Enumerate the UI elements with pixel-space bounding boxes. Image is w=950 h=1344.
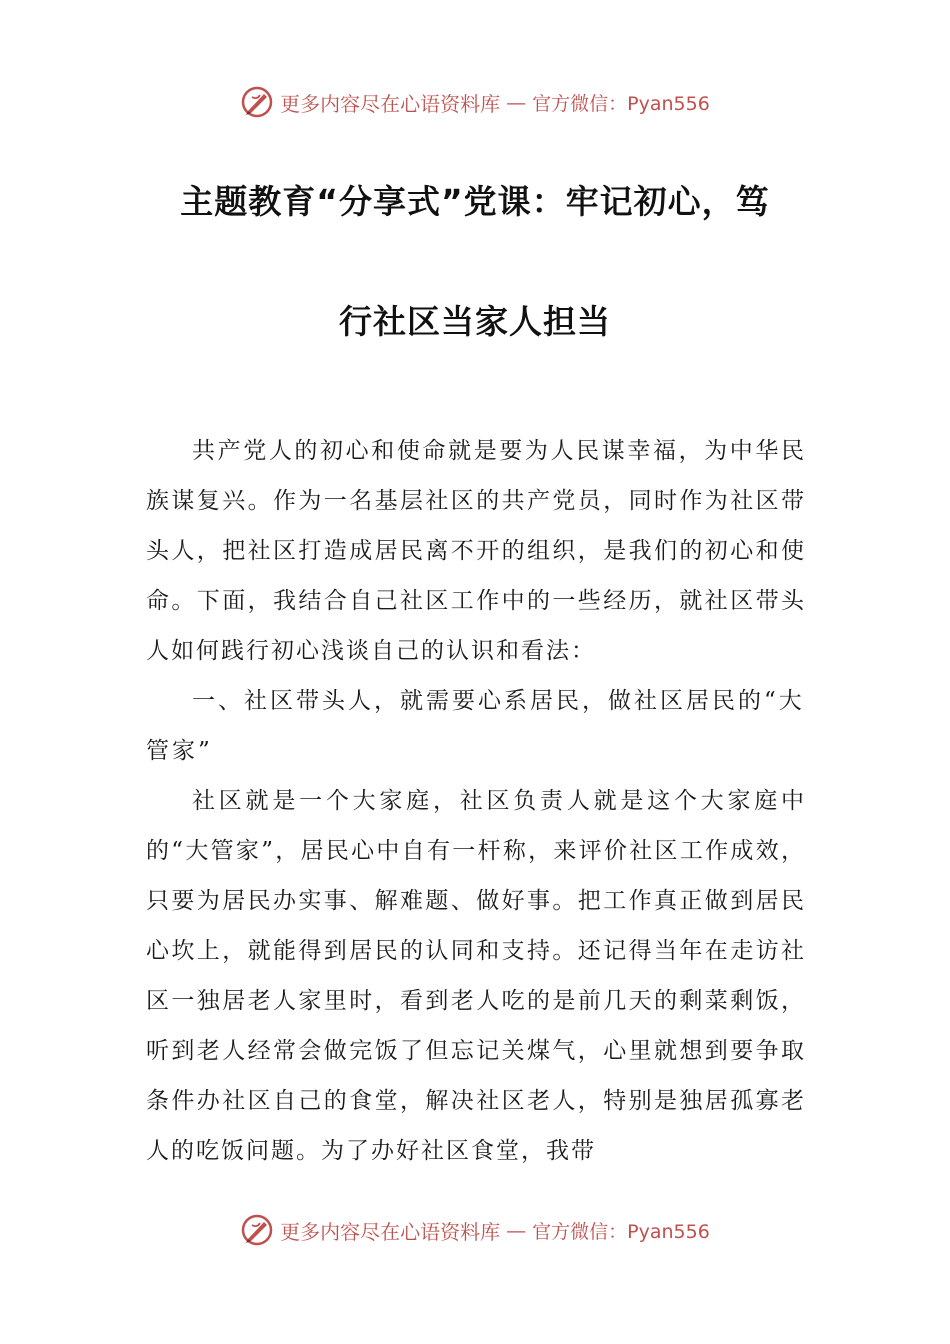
document-title-line-1: 主题教育“分享式”党课：牢记初心，笃 — [180, 182, 770, 221]
pen-logo-icon — [240, 85, 274, 119]
watermark-slogan: 更多内容尽在心语资料库 — [280, 91, 501, 116]
watermark-contact: 官方微信：Pyan556 — [532, 1220, 710, 1243]
document-body — [146, 426, 806, 1176]
pen-logo-icon — [240, 1213, 274, 1247]
intro-paragraph: 共产党人的初心和使命就是要为人民谋幸福，为中华民族谋复兴。作为一名基层社区的共产党员，同时作为社区带头人，把社区打造成居民离不开的组织，是我们的初心和使命。下面，我结合自己社区工作中的一些经历，就社区带头人如何践行初心浅谈自己的认识和看法： — [146, 438, 806, 664]
section-paragraph: 社区就是一个大家庭，社区负责人就是这个大家庭中的“大管家”，居民心中自有一杆称，来评价社区工作成效，只要为居民办实事、解难题、做好事。把工作真正做到居民心坎上，就能得到居民的认同和支持。还记得当年在走访社区一独居老人家里时，看到老人吃的是前几天的剩菜剩饭，听到老人经常会做完饭了但忘记关煤气，心里就想到要争取条件办社区自己的食堂，解决社区老人，特别是独居孤寡老人的吃饭问题。为了办好社区食堂，我带 — [146, 788, 806, 1164]
document-title-line-2: 行社区当家人担当 — [339, 302, 611, 341]
watermark-slogan: 更多内容尽在心语资料库 — [280, 1219, 501, 1244]
watermark-contact: 官方微信：Pyan556 — [532, 92, 710, 115]
watermark-header — [0, 82, 950, 122]
section-heading: 一、社区带头人，就需要心系居民，做社区居民的“大管家” — [146, 688, 805, 764]
watermark-separator: — — [506, 1218, 527, 1242]
watermark-separator: — — [506, 90, 527, 114]
watermark-footer — [0, 1210, 950, 1250]
